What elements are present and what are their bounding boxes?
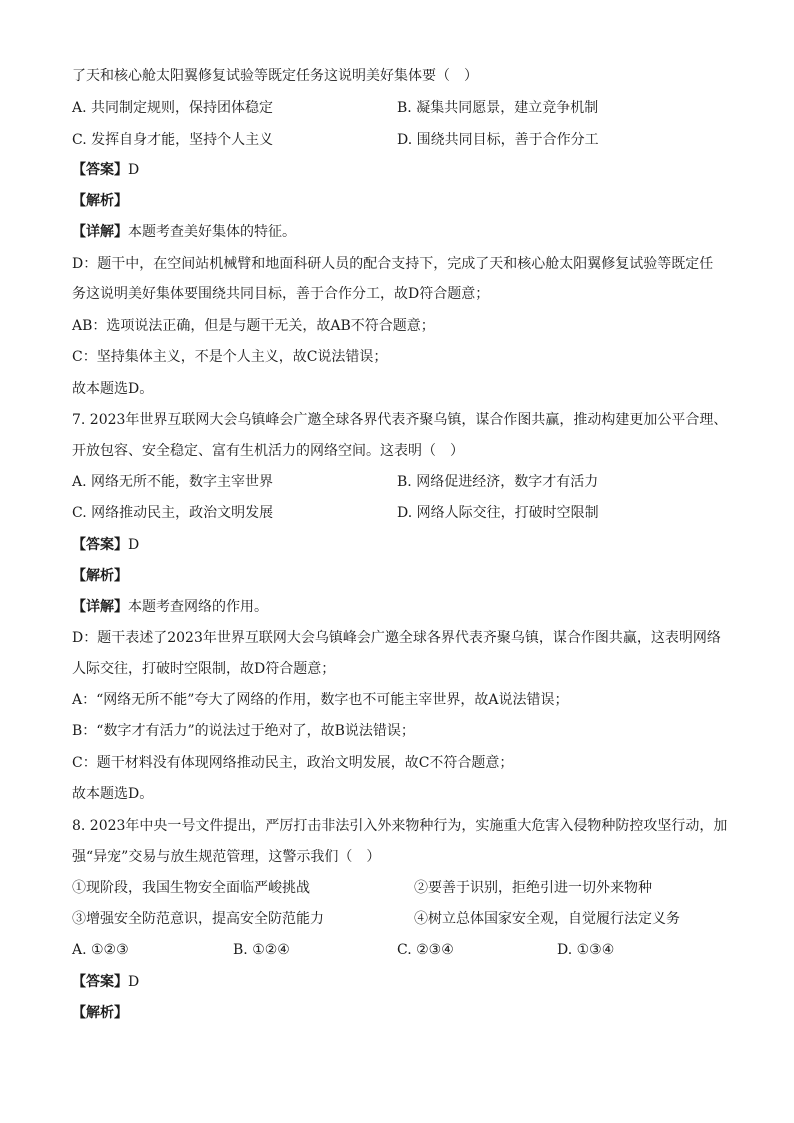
q6-explanation-line: C：坚持集体主义，不是个人主义，故C说法错误； xyxy=(72,349,388,365)
q7-stem-line: 开放包容、安全稳定、富有生机活力的网络空间。这表明（ ） xyxy=(72,443,464,459)
detail-tag: 【详解】 xyxy=(72,599,128,615)
q6-explanation-line: 故本题选D。 xyxy=(72,381,154,397)
answer-value: D xyxy=(128,162,140,178)
q8-stem-line: 强“异宠”交易与放生规范管理，这警示我们（ ） xyxy=(72,849,381,865)
q7-answer xyxy=(72,535,139,555)
q7-explanation-line: B：“数字才有活力”的说法过于绝对了，故B说法错误； xyxy=(72,723,415,739)
q8-item-3: ③增强安全防范意识，提高安全防范能力 xyxy=(72,911,324,927)
q6-option-c: C. 发挥自身才能，坚持个人主义 xyxy=(72,132,274,148)
q8-stem-line: 8. 2023年中央一号文件提出，严厉打击非法引入外来物种行为，实施重大危害入侵物种防控攻坚行动，加 xyxy=(72,818,728,834)
answer-value: D xyxy=(128,974,140,990)
q7-option-d: D. 网络人际交往，打破时空限制 xyxy=(397,505,599,521)
q6-answer xyxy=(72,160,139,180)
q7-explanation-line: A：“网络无所不能”夸大了网络的作用，数字也不可能主宰世界，故A说法错误； xyxy=(72,692,569,708)
answer-value: D xyxy=(128,537,140,553)
q6-option-d: D. 围绕共同目标，善于合作分工 xyxy=(397,132,599,148)
answer-tag: 【答案】 xyxy=(72,162,128,178)
q8-option-a: A. ①②③ xyxy=(72,942,129,958)
q7-detail xyxy=(72,597,268,617)
q7-explanation-line: C：题干材料没有体现网络推动民主，政治文明发展，故C不符合题意； xyxy=(72,755,514,771)
detail-intro: 本题考查网络的作用。 xyxy=(128,599,268,615)
detail-intro: 本题考查美好集体的特征。 xyxy=(128,224,296,240)
q8-item-2: ②要善于识别，拒绝引进一切外来物种 xyxy=(414,880,652,896)
q7-stem-line: 7. 2023年世界互联网大会乌镇峰会广邀全球各界代表齐聚乌镇，谋合作图共赢，推动构建更加公平合理、 xyxy=(72,412,728,428)
q7-analysis-tag: 【解析】 xyxy=(72,568,128,584)
q6-option-a: A. 共同制定规则，保持团体稳定 xyxy=(72,100,274,116)
q7-explanation-line: 人际交往，打破时空限制，故D符合题意； xyxy=(72,661,336,677)
q7-option-a: A. 网络无所不能，数字主宰世界 xyxy=(72,474,274,490)
answer-tag: 【答案】 xyxy=(72,974,128,990)
q7-option-c: C. 网络推动民主，政治文明发展 xyxy=(72,505,274,521)
q6-detail xyxy=(72,222,296,242)
q8-option-d: D. ①③④ xyxy=(557,942,615,958)
q6-explanation-line: D：题干中，在空间站机械臂和地面科研人员的配合支持下，完成了天和核心舱太阳翼修复试验等既定任 xyxy=(72,256,714,272)
q8-answer xyxy=(72,972,139,992)
q8-item-4: ④树立总体国家安全观，自觉履行法定义务 xyxy=(414,911,680,927)
q6-stem: 了天和核心舱太阳翼修复试验等既定任务这说明美好集体要（ ） xyxy=(72,68,478,84)
q6-analysis-tag: 【解析】 xyxy=(72,193,128,209)
q7-explanation-line: 故本题选D。 xyxy=(72,786,154,802)
answer-tag: 【答案】 xyxy=(72,537,128,553)
q8-analysis-tag: 【解析】 xyxy=(72,1005,128,1021)
q7-option-b: B. 网络促进经济，数字才有活力 xyxy=(397,474,599,490)
q8-option-c: C. ②③④ xyxy=(397,942,454,958)
detail-tag: 【详解】 xyxy=(72,224,128,240)
q6-option-b: B. 凝集共同愿景，建立竞争机制 xyxy=(397,100,599,116)
q8-option-b: B. ①②④ xyxy=(233,942,290,958)
q7-explanation-line: D：题干表述了2023年世界互联网大会乌镇峰会广邀全球各界代表齐聚乌镇，谋合作图共赢，这表明网络 xyxy=(72,630,721,646)
q8-item-1: ①现阶段，我国生物安全面临严峻挑战 xyxy=(72,880,310,896)
q6-explanation-line: AB：选项说法正确，但是与题干无关，故AB不符合题意； xyxy=(72,318,435,334)
q6-explanation-line: 务这说明美好集体要围绕共同目标，善于合作分工，故D符合题意； xyxy=(72,286,490,302)
